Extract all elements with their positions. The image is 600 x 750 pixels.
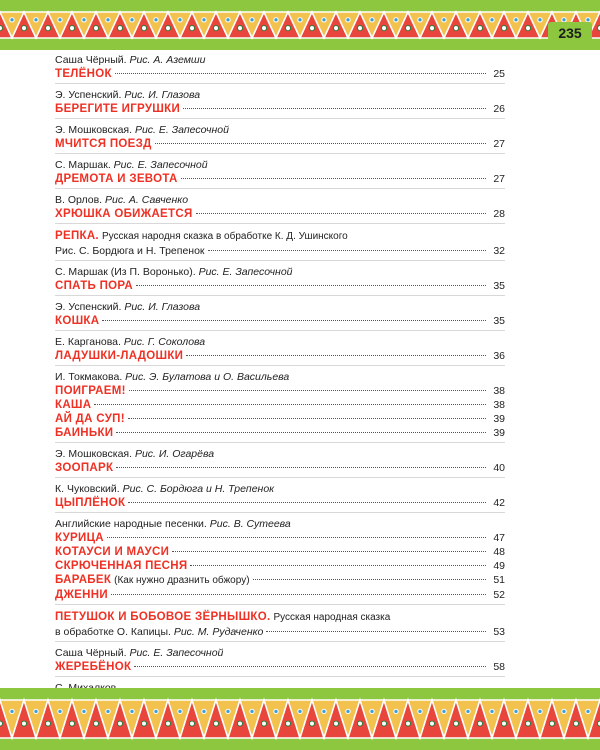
ornament-dot: [250, 18, 254, 22]
page-ref: 35: [493, 280, 505, 292]
story-title: СПАТЬ ПОРА: [55, 280, 133, 292]
ornament-dot: [418, 709, 422, 713]
credit-line: [55, 448, 505, 461]
ornament-dot: [477, 721, 482, 726]
page-ref: 49: [493, 560, 505, 572]
ornament-dot: [117, 26, 122, 31]
illustrator: Рис. Е. Запесочной: [134, 124, 229, 136]
ornament-dot: [357, 26, 362, 31]
ornament-dot: [45, 721, 50, 726]
toc-entry: [55, 483, 505, 513]
story-title: КУРИЦА: [55, 532, 104, 544]
ornament-dot: [394, 709, 398, 713]
page-ref: 38: [493, 399, 505, 411]
story-title: ПОИГРАЕМ!: [55, 385, 126, 397]
ornament-dot: [285, 26, 290, 31]
ornament-dot: [93, 721, 98, 726]
ornament-dot: [0, 26, 3, 31]
ornament-dot: [298, 709, 302, 713]
illustrator: Рис. М. Рудаченко: [173, 626, 264, 638]
author: Саша Чёрный.: [55, 647, 127, 659]
toc-entry: [55, 518, 505, 605]
ornament-dot: [442, 709, 446, 713]
toc-line: [55, 172, 505, 186]
credit-line: [55, 483, 505, 496]
dot-leader: [129, 390, 486, 391]
ornament-dot: [514, 18, 518, 22]
ornament-dot: [525, 26, 530, 31]
ornament-dot: [58, 18, 62, 22]
ornament-dot: [274, 18, 278, 22]
ornament-dot: [93, 26, 98, 31]
ornament-dot: [202, 709, 206, 713]
author: Э. Успенский.: [55, 301, 122, 313]
story-title: ЦЫПЛЁНОК: [55, 497, 126, 509]
ornament-dot: [309, 721, 314, 726]
illustrator: Рис. А. Савченко: [105, 194, 189, 206]
ornament-dot: [501, 26, 506, 31]
ornament-dot: [285, 721, 290, 726]
page-ref: 27: [493, 138, 505, 150]
dot-leader: [136, 285, 486, 286]
dot-leader: [266, 631, 486, 632]
story-title: ЛАДУШКИ-ЛАДОШКИ: [55, 350, 184, 362]
triangle-ornament: [0, 688, 600, 750]
story-title: КАША: [55, 399, 92, 411]
toc-line: [55, 412, 505, 426]
toc-entry: [55, 448, 505, 478]
ornament-dot: [466, 709, 470, 713]
ornament-dot: [562, 709, 566, 713]
credit-line: [55, 626, 263, 639]
story-title: ДЖЕННИ: [55, 589, 108, 601]
ornament-dot: [322, 709, 326, 713]
toc-line: [55, 398, 505, 412]
toc-entry: [55, 124, 505, 154]
ornament-dot: [141, 721, 146, 726]
ornament-dot: [106, 18, 110, 22]
author: С. Маршак (Из П. Воронько).: [55, 266, 196, 278]
dot-leader: [116, 432, 486, 433]
ornament-dot: [573, 721, 578, 726]
toc-line: [55, 588, 505, 602]
story-title: БАРАБЕК: [55, 574, 112, 586]
ornament-dot: [189, 26, 194, 31]
toc-entry: [55, 301, 505, 331]
toc-entry: [55, 194, 505, 224]
ornament-dot: [309, 26, 314, 31]
story-title: БЕРЕГИТЕ ИГРУШКИ: [55, 103, 181, 115]
ornament-dot: [394, 18, 398, 22]
ornament-dot: [117, 721, 122, 726]
ornament-dot: [442, 18, 446, 22]
story-title: МЧИТСЯ ПОЕЗД: [55, 138, 152, 150]
toc-line: [55, 314, 505, 328]
ornament-dot: [322, 18, 326, 22]
illustrator: Рис. Е. Запесочной: [198, 266, 293, 278]
ornament-dot: [381, 721, 386, 726]
page-ref: 58: [493, 661, 505, 673]
credit-line: [55, 518, 505, 531]
dot-leader: [196, 213, 486, 214]
page-ref: 35: [493, 315, 505, 327]
ornament-dot: [21, 721, 26, 726]
ornament-dot: [429, 26, 434, 31]
story-note: Русская народная сказка: [273, 612, 391, 623]
ornament-dot: [154, 18, 158, 22]
bottom-ornament-band: [0, 688, 600, 750]
story-title: БАИНЬКИ: [55, 427, 114, 439]
ornament-dot: [405, 26, 410, 31]
page-ref: 26: [493, 103, 505, 115]
credit-line: [55, 245, 205, 258]
dot-leader: [94, 404, 486, 405]
ornament-dot: [226, 709, 230, 713]
toc-line: [55, 461, 505, 475]
ornament-dot: [0, 721, 3, 726]
illustrator: Рис. И. Глазова: [124, 301, 201, 313]
toc-entry: [55, 336, 505, 366]
dot-leader: [111, 594, 486, 595]
story-title: ПЕТУШОК И БОБОВОЕ ЗЁРНЫШКО.: [55, 611, 271, 623]
dot-leader: [102, 320, 486, 321]
toc-line: [55, 102, 505, 116]
toc-line: [55, 207, 505, 221]
ornament-dot: [586, 709, 590, 713]
dot-leader: [115, 73, 486, 74]
illustrator: Рис. А. Аземши: [129, 54, 206, 66]
page-ref: 51: [493, 574, 505, 586]
credit-line: [55, 54, 505, 67]
ornament-dot: [538, 709, 542, 713]
page-ref: 25: [493, 68, 505, 80]
story-title: ЖЕРЕБЁНОК: [55, 661, 132, 673]
page-ref: 52: [493, 589, 505, 601]
ornament-dot: [34, 18, 38, 22]
toc-line: [55, 279, 505, 293]
story-title: СКРЮЧЕННАЯ ПЕСНЯ: [55, 560, 188, 572]
ornament-dot: [453, 26, 458, 31]
story-title: ДРЕМОТА И ЗЕВОТА: [55, 173, 178, 185]
toc-entry: [55, 266, 505, 296]
ornament-dot: [346, 709, 350, 713]
table-of-contents: [55, 54, 505, 717]
ornament-dot: [261, 26, 266, 31]
ornament-dot: [34, 709, 38, 713]
ornament-dot: [106, 709, 110, 713]
toc-entry: [55, 371, 505, 443]
toc-entry: [55, 610, 505, 642]
ornament-dot: [490, 709, 494, 713]
credit-line: [55, 301, 505, 314]
toc-line: [55, 496, 505, 510]
page-ref: 47: [493, 532, 505, 544]
dot-leader: [208, 250, 486, 251]
dot-leader: [183, 108, 486, 109]
author: С. Маршак.: [55, 159, 111, 171]
tail-text: Рис. С. Бордюга и Н. Трепенок: [55, 245, 205, 257]
toc-entry: [55, 159, 505, 189]
ornament-dot: [333, 721, 338, 726]
ornament-dot: [490, 18, 494, 22]
ornament-dot: [213, 26, 218, 31]
story-title: КОШКА: [55, 315, 100, 327]
ornament-dot: [213, 721, 218, 726]
toc-entry: [55, 89, 505, 119]
dot-leader: [190, 565, 486, 566]
ornament-dot: [45, 26, 50, 31]
illustrator: Рис. В. Сутеева: [209, 518, 291, 530]
toc-line: [55, 573, 505, 588]
toc-line: [55, 67, 505, 81]
ornament-dot: [237, 721, 242, 726]
toc-line: [55, 610, 505, 625]
ornament-dot: [82, 709, 86, 713]
author: Английские народные песенки.: [55, 518, 207, 530]
credit-line: [55, 647, 505, 660]
dot-leader: [128, 502, 486, 503]
ornament-dot: [298, 18, 302, 22]
page-ref: 39: [493, 413, 505, 425]
illustrator: Рис. Е. Запесочной: [113, 159, 208, 171]
ornament-dot: [154, 709, 158, 713]
page-ref: 53: [493, 626, 505, 638]
ornament-dot: [549, 721, 554, 726]
ornament-dot: [130, 18, 134, 22]
ornament-dot: [346, 18, 350, 22]
ornament-dot: [178, 18, 182, 22]
toc-line: [55, 660, 505, 674]
ornament-dot: [538, 18, 542, 22]
illustrator: Рис. Г. Соколова: [123, 336, 206, 348]
author: Е. Карганова.: [55, 336, 121, 348]
illustrator: Рис. Е. Запесочной: [129, 647, 224, 659]
ornament-dot: [429, 721, 434, 726]
credit-line: [55, 194, 505, 207]
page-ref: 27: [493, 173, 505, 185]
illustrator: Рис. С. Бордюга и Н. Трепенок: [122, 483, 275, 495]
page-ref: 40: [493, 462, 505, 474]
toc-line: [55, 244, 505, 258]
page-ref: 38: [493, 385, 505, 397]
ornament-dot: [525, 721, 530, 726]
illustrator: Рис. И. Огарёва: [134, 448, 215, 460]
ornament-dot: [453, 721, 458, 726]
dot-leader: [186, 355, 486, 356]
dot-leader: [107, 537, 486, 538]
ornament-dot: [202, 18, 206, 22]
author: К. Чуковский.: [55, 483, 120, 495]
dot-leader: [128, 418, 486, 419]
story-title: АЙ ДА СУП!: [55, 413, 125, 425]
ornament-dot: [130, 709, 134, 713]
illustrator: Рис. И. Глазова: [124, 89, 201, 101]
story-title: ХРЮШКА ОБИЖАЕТСЯ: [55, 208, 193, 220]
toc-line: [55, 137, 505, 151]
page-ref: 36: [493, 350, 505, 362]
story-title: ТЕЛЁНОК: [55, 68, 112, 80]
page-ref: 42: [493, 497, 505, 509]
author: Э. Мошковская.: [55, 448, 133, 460]
dot-leader: [181, 178, 486, 179]
ornament-dot: [381, 26, 386, 31]
toc-line: [55, 559, 505, 573]
dot-leader: [155, 143, 486, 144]
page-number: 235: [548, 22, 592, 44]
dot-leader: [134, 666, 486, 667]
credit-line: [55, 89, 505, 102]
ornament-dot: [405, 721, 410, 726]
toc-line: [55, 545, 505, 559]
credit-line: [55, 159, 505, 172]
dot-leader: [116, 467, 486, 468]
ornament-dot: [333, 26, 338, 31]
author: И. Токмакова.: [55, 371, 123, 383]
ornament-dot: [237, 26, 242, 31]
tail-text: в обработке О. Капицы.: [55, 626, 171, 638]
ornament-dot: [141, 26, 146, 31]
ornament-dot: [370, 18, 374, 22]
credit-line: [55, 371, 505, 384]
ornament-dot: [189, 721, 194, 726]
credit-line: [55, 124, 505, 137]
toc-line: [55, 426, 505, 440]
ornament-dot: [58, 709, 62, 713]
toc-line: [55, 349, 505, 363]
author: Саша Чёрный.: [55, 54, 127, 66]
page-ref: 32: [493, 245, 505, 257]
ornament-dot: [226, 18, 230, 22]
ornament-dot: [69, 721, 74, 726]
toc-entry: [55, 54, 505, 84]
ornament-dot: [501, 721, 506, 726]
ornament-dot: [165, 26, 170, 31]
ornament-dot: [69, 26, 74, 31]
author: В. Орлов.: [55, 194, 103, 206]
toc-line: [55, 531, 505, 545]
ornament-dot: [477, 26, 482, 31]
toc-entry: [55, 229, 505, 261]
ornament-dot: [418, 18, 422, 22]
illustrator: Рис. Э. Булатова и О. Васильева: [125, 371, 290, 383]
dot-leader: [172, 551, 486, 552]
page-ref: 48: [493, 546, 505, 558]
ornament-dot: [10, 18, 14, 22]
story-note: Русская народня сказка в обработке К. Д. Ушинского: [101, 231, 348, 242]
ornament-dot: [466, 18, 470, 22]
credit-line: [55, 336, 505, 349]
story-note: (Как нужно дразнить обжору): [114, 575, 250, 586]
author: Э. Мошковская.: [55, 124, 133, 136]
ornament-dot: [274, 709, 278, 713]
toc-line: [55, 625, 505, 639]
triangle-ornament: [0, 0, 600, 50]
ornament-dot: [165, 721, 170, 726]
ornament-dot: [10, 709, 14, 713]
ornament-dot: [261, 721, 266, 726]
author: Э. Успенский.: [55, 89, 122, 101]
ornament-dot: [21, 26, 26, 31]
top-ornament-band: [0, 0, 600, 50]
toc-entry: [55, 647, 505, 677]
story-title: ЗООПАРК: [55, 462, 114, 474]
ornament-dot: [250, 709, 254, 713]
page-ref: 39: [493, 427, 505, 439]
ornament-dot: [82, 18, 86, 22]
page-ref: 28: [493, 208, 505, 220]
ornament-dot: [514, 709, 518, 713]
story-title: КОТАУСИ И МАУСИ: [55, 546, 170, 558]
dot-leader: [253, 579, 486, 580]
story-title: РЕПКА.: [55, 230, 99, 242]
credit-line: [55, 266, 505, 279]
toc-line: [55, 384, 505, 398]
ornament-dot: [357, 721, 362, 726]
toc-line: [55, 229, 505, 244]
ornament-dot: [178, 709, 182, 713]
ornament-dot: [370, 709, 374, 713]
